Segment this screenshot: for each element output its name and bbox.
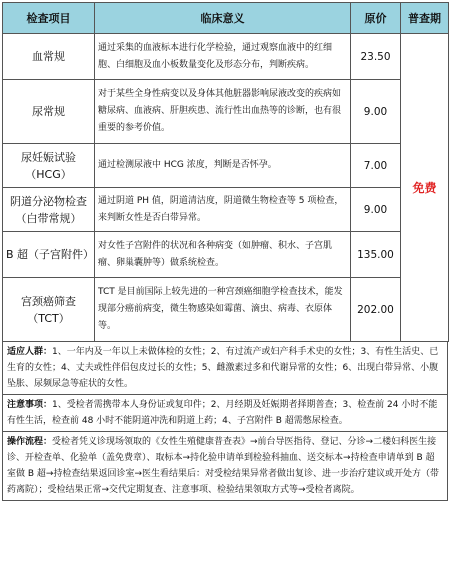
table-row [3, 188, 449, 232]
table-row [3, 80, 449, 144]
note-label: 注意事项： [7, 400, 53, 410]
exam-table [2, 2, 449, 342]
note-label: 适应人群： [7, 347, 53, 357]
row-meaning: TCT 是目前国际上较先进的一种宫颈癌细胞学检查技术，能发现部分癌前病变，微生物感染如霉菌、滴虫、病毒、衣原体等。 [95, 278, 351, 342]
row-price: 23.50 [351, 34, 401, 80]
note-text: 1、一年内及一年以上未做体检的女性；2、有过流产或妇产科手术史的女性；3、有性生活史、已生育的女性；4、丈夫或性伴侣包皮过长的女性；5、雌激素过多和代谢异常的女性；6、出现白带异常、小腹坠胀、尿频尿急等症状的女性。 [7, 347, 439, 389]
note-target-population [3, 342, 447, 395]
row-item: 阴道分泌物检查（白带常规） [3, 188, 95, 232]
table-header-row [3, 3, 449, 34]
free-badge: 免费 [401, 34, 449, 342]
table-row [3, 232, 449, 278]
header-item: 检查项目 [3, 3, 95, 34]
row-item: 宫颈癌筛查（TCT） [3, 278, 95, 342]
header-meaning: 临床意义 [95, 3, 351, 34]
row-item: 血常规 [3, 34, 95, 80]
note-label: 操作流程： [7, 437, 53, 447]
row-price: 7.00 [351, 144, 401, 188]
note-procedure [3, 432, 447, 500]
row-price: 202.00 [351, 278, 401, 342]
row-meaning: 对于某些全身性病变以及身体其他脏器影响尿液改变的疾病如糖尿病、血液病、肝胆疾患、流行性出血热等的诊断，也有很重要的参考价值。 [95, 80, 351, 144]
row-price: 9.00 [351, 188, 401, 232]
row-meaning: 对女性子宫附件的状况和各种病变（如肿瘤、积水、子宫肌瘤、卵巢囊肿等）做系统检查。 [95, 232, 351, 278]
note-precautions [3, 395, 447, 432]
row-meaning: 通过采集的血液标本进行化学检验，通过观察血液中的红细胞、白细胞及血小板数量变化及形态分布，判断疾病。 [95, 34, 351, 80]
row-item: 尿常规 [3, 80, 95, 144]
table-row [3, 34, 449, 80]
row-meaning: 通过阴道 PH 值，阴道清洁度，阴道微生物检查等 5 项检查，来判断女性是否白带异常。 [95, 188, 351, 232]
note-text: 1、受检者需携带本人身份证或复印件；2、月经期及妊娠期者择期普查；3、检查前 24 小时不能有性生活，检查前 48 小时不能阴道冲洗和阴道上药；4、子宫附件 B 超需憋尿检查。 [7, 400, 438, 426]
row-price: 135.00 [351, 232, 401, 278]
row-price: 9.00 [351, 80, 401, 144]
header-check-period: 普查期 [401, 3, 449, 34]
table-row [3, 144, 449, 188]
screening-sheet [2, 2, 448, 501]
row-item: 尿妊娠试验（HCG） [3, 144, 95, 188]
row-item: B 超（子宫附件） [3, 232, 95, 278]
note-text: 受检者凭义诊现场领取的《女性生殖健康普查表》→前台导医指待、登记、分诊→二楼妇科医生接诊、开检查单、化验单（盖免费章）、取标本→持化验申请单到检验科抽血、送交标本→持检查申请单到 B 超室做 B 超→持检查结果返回诊室→医生看结果后：对受检结果异常者做出复诊、进一步治疗建议或开处方（带药离院）；受检结果正常→交代定期复查、注意事项、检验结果领取方式等→受检者离院。 [7, 437, 439, 495]
table-row [3, 278, 449, 342]
header-price: 原价 [351, 3, 401, 34]
row-meaning: 通过检测尿液中 HCG 浓度，判断是否怀孕。 [95, 144, 351, 188]
notes-section [2, 342, 448, 501]
